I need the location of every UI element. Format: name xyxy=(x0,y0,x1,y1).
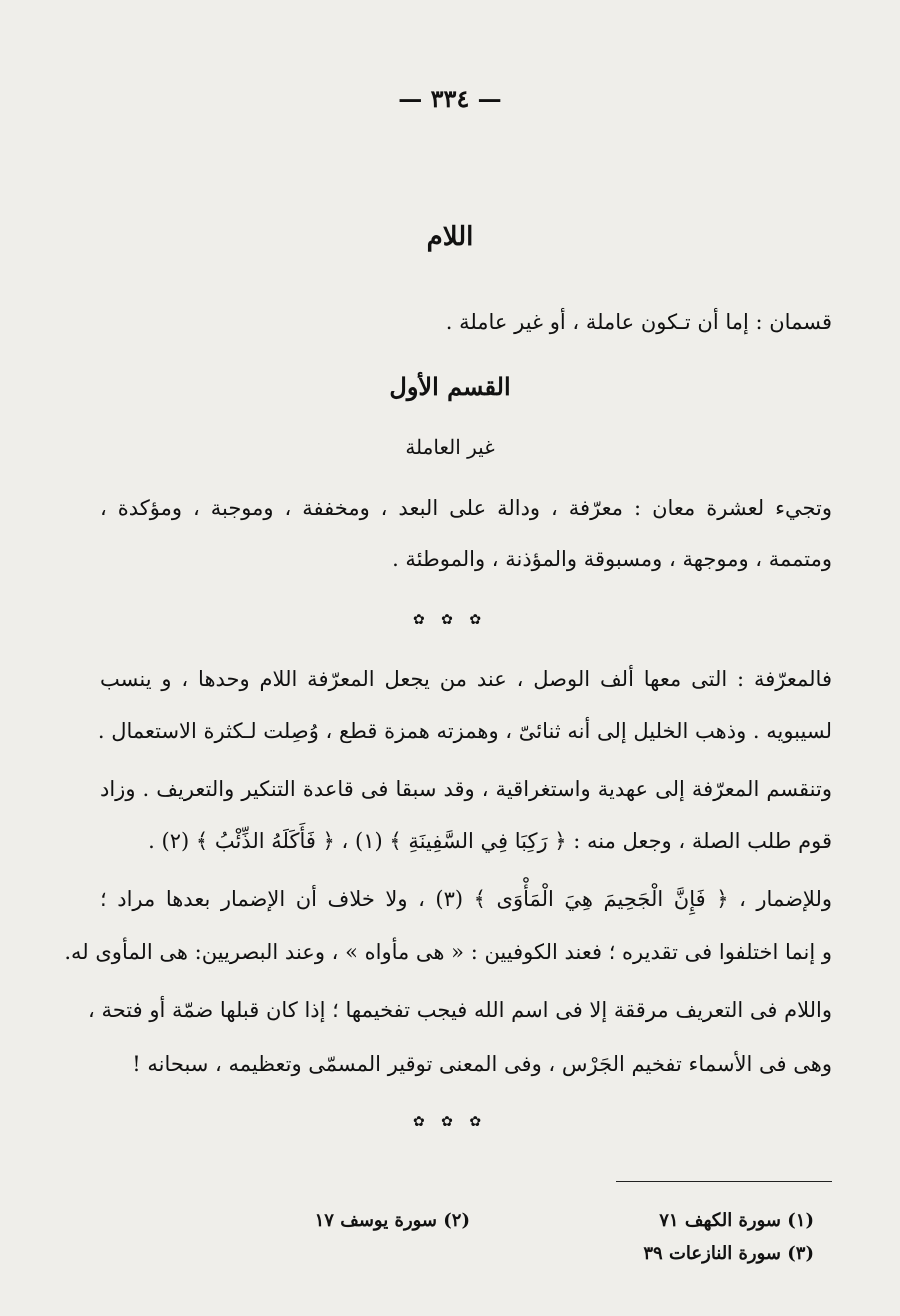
section-title: القسم الأول xyxy=(389,372,511,401)
paragraph-line: وهى فى الأسماء تفخيم الجَرْس ، وفى المعنى توقير المسمّى وتعظيمه ، سبحانه ! xyxy=(132,1052,832,1076)
paragraph-line: ومتممة ، وموجهة ، ومسبوقة والمؤذنة ، والموطئة . xyxy=(392,547,832,571)
page-number: — ٣٣٤ — xyxy=(398,84,502,113)
paragraph-line: واللام فى التعريف مرققة إلا فى اسم الله فيجب تفخيمها ؛ إذا كان قبلها ضمّة أو فتحة ، xyxy=(88,998,832,1022)
section-separator: ✿ ✿ ✿ xyxy=(412,612,488,628)
subsection-title: غير العاملة xyxy=(405,435,495,459)
paragraph-line: وتنقسم المعرّفة إلى عهدية واستغراقية ، وقد سبقا فى قاعدة التنكير والتعريف . وزاد xyxy=(100,777,832,801)
paragraph-line: و إنما اختلفوا فى تقديره ؛ فعند الكوفيين : « هى مأواه » ، وعند البصريين: هى المأوى له. xyxy=(64,940,832,964)
footnote-divider xyxy=(616,1181,832,1182)
footnote: (٢) سورة يوسف ١٧ xyxy=(314,1210,470,1231)
paragraph-line: وتجيء لعشرة معان : معرّفة ، ودالة على البعد ، ومخففة ، وموجبة ، ومؤكدة ، xyxy=(100,496,832,520)
paragraph-line: وللإضمار ، ﴿ فَإِنَّ الْجَحِيمَ هِيَ الْمَأْوَى ﴾ (٣) ، ولا خلاف أن الإضمار بعدها مراد ؛ xyxy=(100,887,832,911)
footnote: (٣) سورة النازعات ٣٩ xyxy=(643,1243,814,1264)
paragraph-line: فالمعرّفة : التى معها ألف الوصل ، عند من يجعل المعرّفة اللام وحدها ، و ينسب xyxy=(100,667,832,691)
intro-line: قسمان : إما أن تـكون عاملة ، أو غير عاملة . xyxy=(445,310,832,334)
paragraph-line: لسيبويه . وذهب الخليل إلى أنه ثنائىّ ، وهمزته همزة قطع ، وُصِلت لـكثرة الاستعمال . xyxy=(97,719,832,743)
section-separator: ✿ ✿ ✿ xyxy=(412,1114,488,1130)
chapter-title: اللام xyxy=(426,222,474,252)
paragraph-line: قوم طلب الصلة ، وجعل منه : ﴿ رَكِبَا فِي السَّفِينَةِ ﴾ (١) ، ﴿ فَأَكَلَهُ الذِّئْبُ ﴾ (٢) . xyxy=(148,829,832,853)
footnote: (١) سورة الكهف ٧١ xyxy=(659,1210,814,1231)
